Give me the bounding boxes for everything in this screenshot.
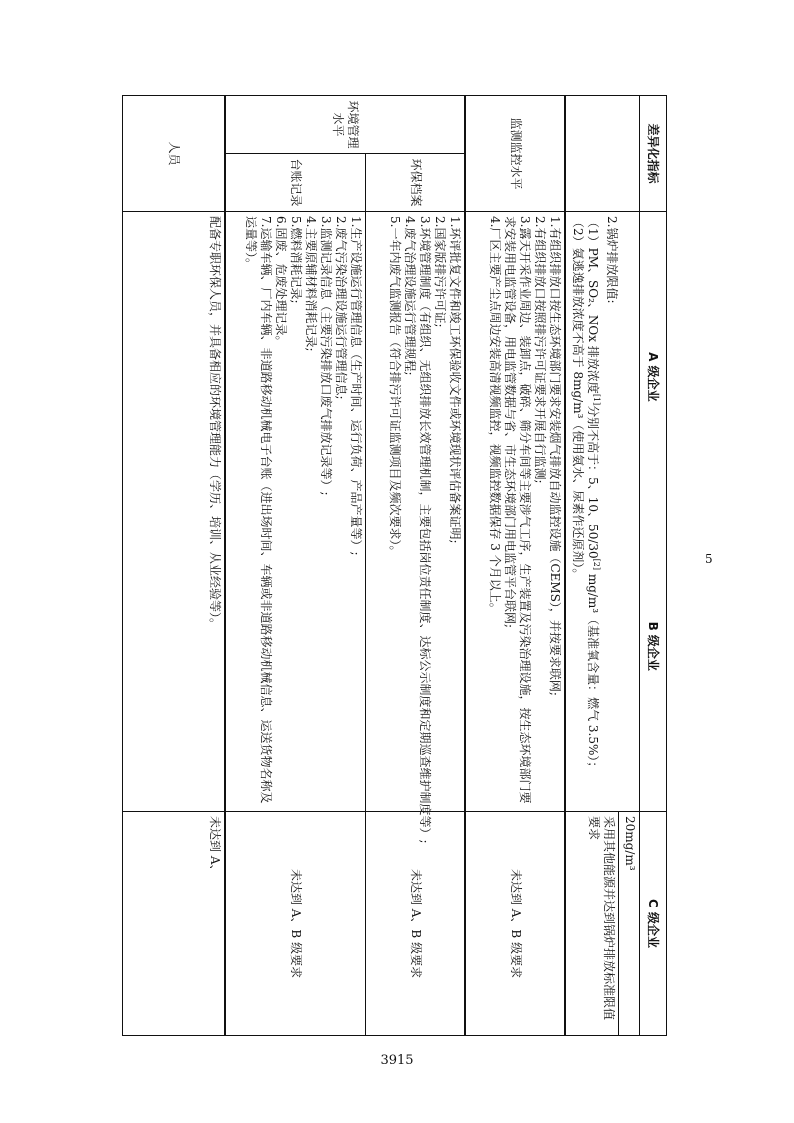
- archive-item-5: 5.一年内废气监测报告（符合排污许可证监测项目及频次要求）。: [388, 216, 403, 558]
- differentiation-table: [122, 95, 667, 1036]
- archive-item-4: 4.废气治理设施运行管理规程;: [403, 216, 418, 376]
- ledger-item-1: 1.生产设施运行管理信息（生产时间、运行负荷、产品产量等）;: [349, 216, 363, 556]
- ledger-item-7: 7.运输车辆、厂内车辆、非道路移动机械电子台账（进出场时间、车辆或非道路移动机械信息、运送货物名称及运量等）。: [244, 216, 273, 804]
- side-page-number: 5: [705, 552, 713, 566]
- monitoring-row: [466, 96, 566, 1036]
- monitoring-label: 监测监控水平: [466, 96, 566, 212]
- header-indicator: 差异化指标: [640, 96, 667, 212]
- rotated-table-page: [122, 95, 667, 1035]
- boiler-indicator-cell: [566, 96, 640, 212]
- boiler-c-value: 20mg/m³: [618, 812, 639, 1035]
- boiler-ab-cell: [566, 212, 640, 812]
- archive-item-1: 1.环评批复文件和竣工环保验收文件或环境现状评估备案证明;: [448, 216, 463, 544]
- archive-c-text: 未达到 A、B 级要求: [366, 812, 466, 1036]
- header-c-level: C 级企业: [640, 812, 667, 1036]
- header-a-level: A 级企业B 级企业: [640, 212, 667, 812]
- table-header-row: [640, 96, 667, 1036]
- boiler-line-2: （2）氨逃逸排放浓度不高于 8mg/m³（使用氨水、尿素作还原剂）。: [571, 216, 585, 581]
- env-mgmt-label: 环境管理水平: [226, 96, 466, 154]
- ledger-item-4: 4.主要原辅材料消耗记录;: [304, 216, 318, 352]
- ledger-item-2: 2.废气污染治理设施运行管理信息;: [334, 216, 348, 400]
- monitoring-item-3: 3.露天开采作业周边、装卸点，破碎、筛分车间等主要涉气工序，生产装置及污染治理设施，按生态环境部门要求安装用电监管设备，用电监管数据与省、市生态环境部门用电监管平台联网;: [503, 216, 533, 804]
- archive-items-cell: [366, 212, 466, 844]
- boiler-title: 2.锅炉排放限值:: [605, 216, 619, 304]
- monitoring-items-cell: [466, 212, 566, 812]
- archive-label: 环保档案: [366, 154, 466, 212]
- ledger-item-6: 6.固废、危废处理记录。: [274, 216, 288, 348]
- monitoring-item-2: 2.有组织排放口按照排污许可证要求开展自行监测;: [533, 216, 548, 484]
- monitoring-item-1: 1.有组织排放口按生态环境部门要求安装烟气排放自动监控设施（CEMS），并按要求联网;: [548, 216, 563, 696]
- boiler-c-cell: [566, 812, 640, 1036]
- archive-row: [366, 96, 466, 1036]
- header-b-level: B 级企业: [646, 621, 661, 671]
- ledger-label: 台账记录: [226, 154, 366, 212]
- ledger-row: [226, 96, 366, 1036]
- ledger-items-cell: [226, 212, 366, 812]
- boiler-line-1: （1）PM、SO₂、NOx 排放浓度[1]分别不高于：5、10、50/30[2] mg/m³（基准氧含量：燃气 3.5%）；: [586, 216, 601, 774]
- ledger-item-5: 5.燃料消耗记录;: [289, 216, 303, 304]
- boiler-row: [566, 96, 640, 1036]
- boiler-c-text: 采用其他能源并达到锅炉排放标准限值要求: [587, 816, 616, 1021]
- ledger-item-3: 3.监测记录信息（主要污染排放口废气排放记录等）;: [319, 216, 333, 496]
- ledger-c-text: 未达到 A、B 级要求: [226, 812, 366, 1036]
- bottom-page-number: 3915: [380, 1053, 414, 1068]
- archive-item-2: 2.国家版排污许可证;: [433, 216, 448, 328]
- personnel-label: 人员: [123, 96, 226, 212]
- archive-item-3: 3.环境管理制度（有组织、无组织排放长效管理机制，主要包括岗位责任制度、达标公示制度和定期巡查维护制度等）;: [418, 216, 433, 844]
- monitoring-item-4: 4.厂区主要产尘点周边安装高清视频监控，视频监控数据保存 3 个月以上。: [488, 216, 503, 615]
- personnel-c-text: 未达到 A、: [123, 812, 226, 1036]
- personnel-text: 配备专职环保人员，并具备相应的环境管理能力（学历、培训、从业经验等）。: [123, 212, 226, 812]
- monitoring-c-text: 未达到 A、B 级要求: [466, 812, 566, 1036]
- personnel-row: [123, 96, 226, 1036]
